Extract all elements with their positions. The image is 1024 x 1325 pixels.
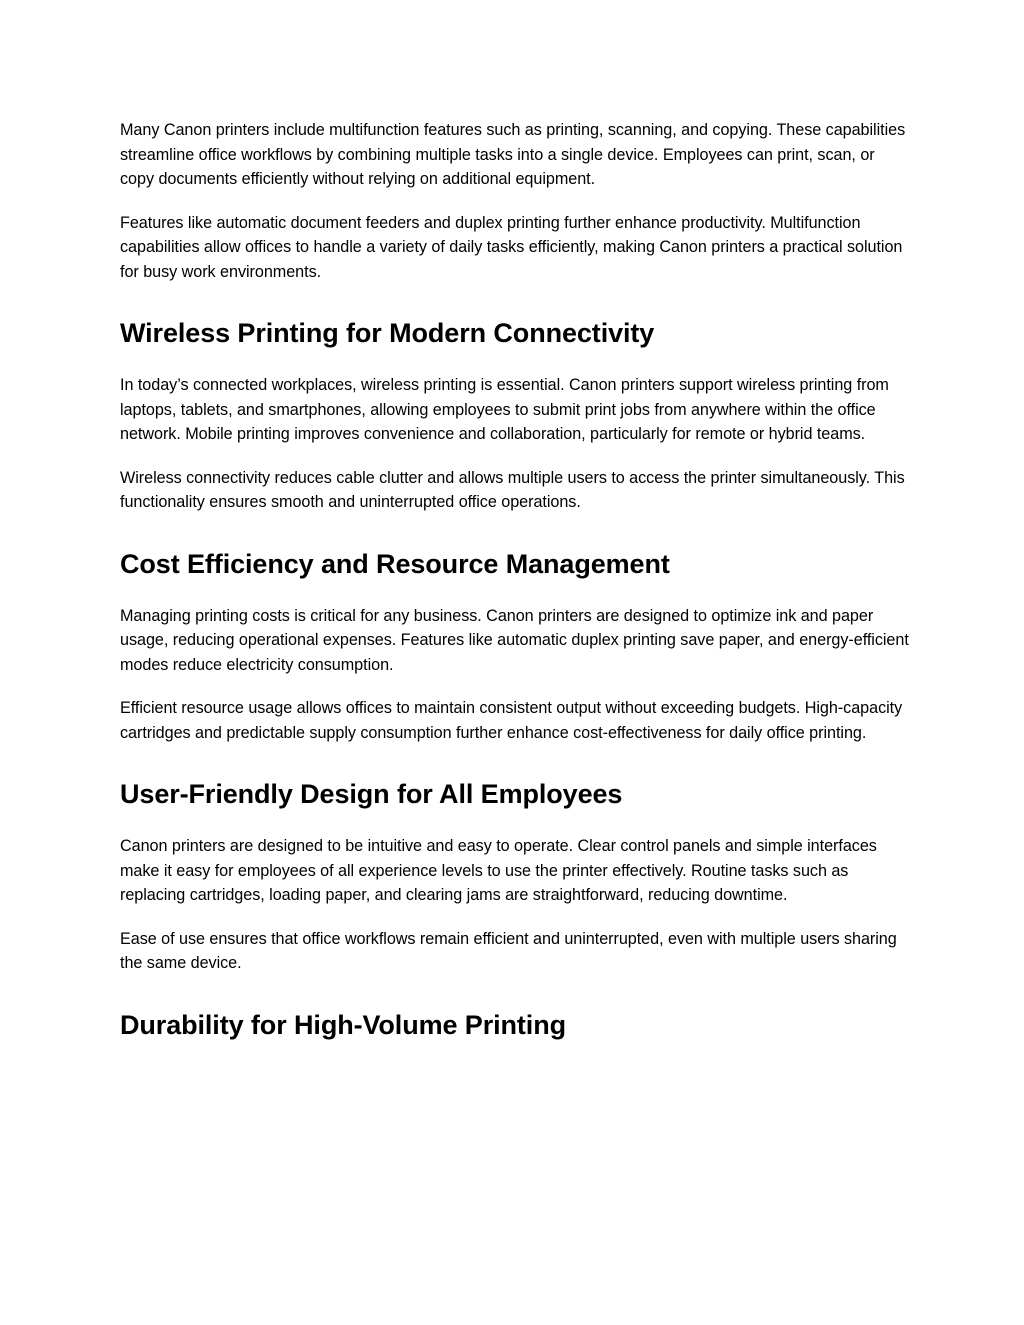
user-friendly-heading: User-Friendly Design for All Employees <box>120 779 623 809</box>
user-friendly-paragraph-2: Ease of use ensures that office workflows remain efficient and uninterrupted, even with multiple users sharing the same device. <box>120 929 897 972</box>
wireless-heading: Wireless Printing for Modern Connectivity <box>120 318 655 348</box>
durability-heading: Durability for High-Volume Printing <box>120 1009 566 1040</box>
wireless-paragraph-1: In today’s connected workplaces, wireless printing is essential. Canon printers support wireless printing from laptops, tablets, and smartphones, allowing employees to submit print jobs from anywhere within the office network. Mobile printing improves convenience and collaboration, particularly for remote or hybrid teams. <box>120 376 889 443</box>
document-page <box>120 118 910 1042</box>
user-friendly-paragraph-1: Canon printers are designed to be intuitive and easy to operate. Clear control panels and simple interfaces make it easy for employees of all experience levels to use the printer effectively. Routine tasks such as replacing cartridges, loading paper, and clearing jams are straightforward, reducing downtime. <box>120 837 877 904</box>
cost-heading: Cost Efficiency and Resource Management <box>120 548 670 579</box>
cost-paragraph-1: Managing printing costs is critical for any business. Canon printers are designed to optimize ink and paper usage, reducing operational expenses. Features like automatic duplex printing save paper, and energy-efficient modes reduce electricity consumption. <box>120 606 909 674</box>
cost-paragraph-2: Efficient resource usage allows offices to maintain consistent output without exceeding budgets. High-capacity cartridges and predictable supply consumption further enhance cost-effectiveness for daily office printing. <box>120 699 903 742</box>
intro-paragraph-2: Features like automatic document feeders and duplex printing further enhance productivity. Multifunction capabilities allow offices to handle a variety of daily tasks efficiently, making Canon printers a practical solution for busy work environments. <box>120 213 903 281</box>
intro-paragraph-1: Many Canon printers include multifunction features such as printing, scanning, and copying. These capabilities streamline office workflows by combining multiple tasks into a single device. Employees can print, scan, or copy documents efficiently without relying on additional equipment. <box>120 121 906 188</box>
wireless-paragraph-2: Wireless connectivity reduces cable clutter and allows multiple users to access the printer simultaneously. This functionality ensures smooth and uninterrupted office operations. <box>120 468 905 511</box>
